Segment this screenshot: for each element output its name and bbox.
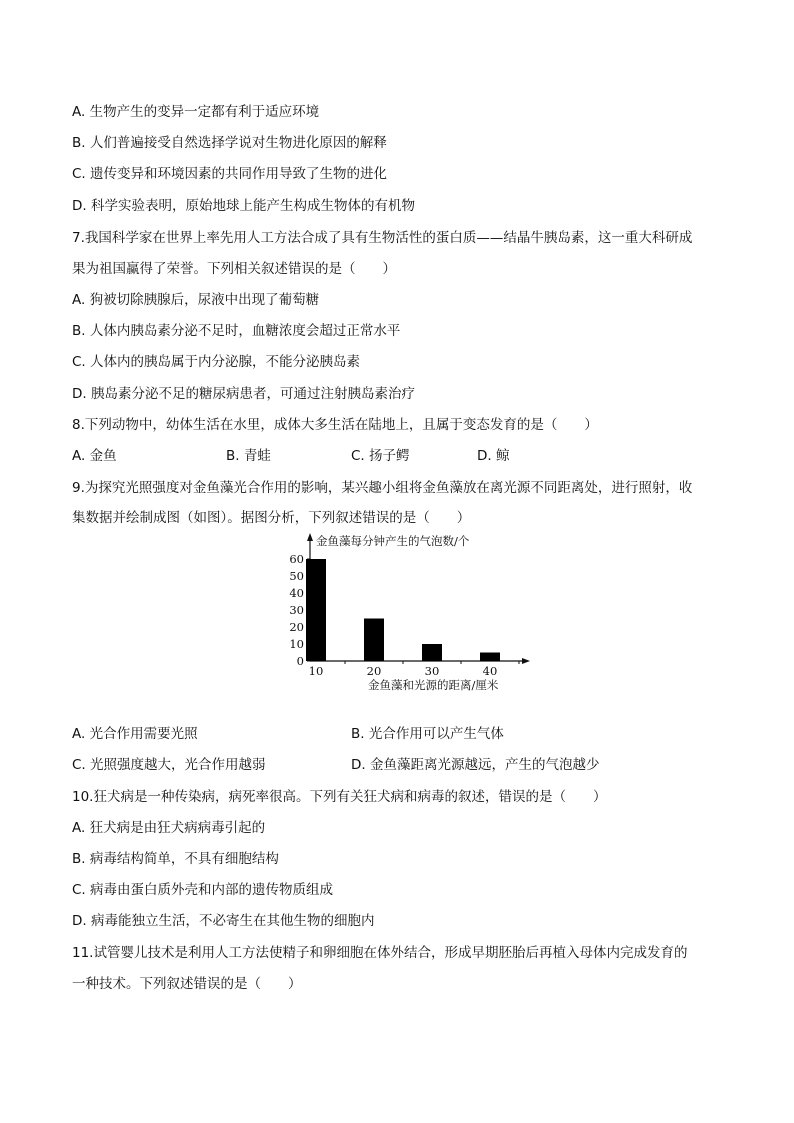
q8-option-c: C. 扬子鳄 (351, 448, 410, 464)
q9-option-d: D. 金鱼藻距离光源越远，产生的气泡越少 (351, 757, 600, 773)
y-tick-label: 50 (289, 569, 304, 583)
q7-stem-line2: 果为祖国赢得了荣誉。下列相关叙述错误的是（ ） (72, 261, 396, 277)
y-axis-arrow (307, 533, 313, 541)
x-tick-label: 10 (308, 664, 324, 678)
q10-option-c: C. 病毒由蛋白质外壳和内部的遗传物质组成 (72, 882, 334, 898)
q7-stem-line1: 7.我国科学家在世界上率先用人工方法合成了具有生物活性的蛋白质——结晶牛胰岛素，这一重大科研成 (72, 230, 693, 246)
bar (306, 559, 326, 661)
q10-option-a: A. 狂犬病是由狂犬病病毒引起的 (72, 820, 266, 836)
q7-option-b: B. 人体内胰岛素分泌不足时，血糖浓度会超过正常水平 (72, 323, 401, 339)
x-tick-label: 30 (424, 664, 440, 678)
y-tick-label: 60 (289, 552, 304, 566)
q6-option-a: A. 生物产生的变异一定都有利于适应环境 (72, 104, 320, 120)
q6-option-c: C. 遗传变异和环境因素的共同作用导致了生物的进化 (72, 166, 388, 182)
y-tick-label: 40 (289, 586, 304, 600)
x-axis-title: 金鱼藻和光源的距离/厘米 (368, 678, 499, 692)
q8-option-a: A. 金鱼 (72, 448, 117, 464)
q10-stem: 10.狂犬病是一种传染病，病死率很高。下列有关狂犬病和病毒的叙述，错误的是（ ） (72, 789, 607, 805)
y-tick-label: 30 (289, 603, 304, 617)
q9-stem-line1: 9.为探究光照强度对金鱼藻光合作用的影响，某兴趣小组将金鱼藻放在离光源不同距离处，进行照射，收 (72, 480, 693, 496)
q9-option-a: A. 光合作用需要光照 (72, 726, 198, 742)
q6-option-b: B. 人们普遍接受自然选择学说对生物进化原因的解释 (72, 135, 387, 151)
bubble-count-chart (280, 533, 530, 693)
q7-option-c: C. 人体内的胰岛属于内分泌腺，不能分泌胰岛素 (72, 354, 361, 370)
y-tick-label: 10 (289, 637, 304, 651)
q11-stem-line2: 一种技术。下列叙述错误的是（ ） (72, 976, 302, 992)
y-tick-label: 0 (296, 654, 304, 668)
bar (422, 644, 442, 661)
q9-option-b: B. 光合作用可以产生气体 (351, 726, 504, 742)
x-tick-label: 20 (366, 664, 382, 678)
y-tick-label: 20 (289, 620, 304, 634)
q8-option-d: D. 鲸 (477, 448, 510, 464)
q9-option-c: C. 光照强度越大，光合作用越弱 (72, 757, 266, 773)
q7-option-d: D. 胰岛素分泌不足的糖尿病患者，可通过注射胰岛素治疗 (72, 386, 415, 402)
x-axis-arrow (522, 658, 530, 664)
q7-option-a: A. 狗被切除胰腺后，尿液中出现了葡萄糖 (72, 292, 320, 308)
y-axis-title: 金鱼藻每分钟产生的气泡数/个 (316, 534, 470, 548)
q11-stem-line1: 11.试管婴儿技术是利用人工方法使精子和卵细胞在体外结合，形成早期胚胎后再植入母体内完成发育的 (72, 945, 688, 961)
q8-option-b: B. 青蛙 (226, 448, 271, 464)
bar (364, 619, 384, 662)
bar (480, 653, 500, 662)
q6-option-d: D. 科学实验表明，原始地球上能产生构成生物体的有机物 (72, 198, 415, 214)
chart-canvas (280, 533, 530, 693)
q9-stem-line2: 集数据并绘制成图（如图）。据图分析，下列叙述错误的是（ ） (72, 510, 471, 526)
q8-stem: 8.下列动物中，幼体生活在水里，成体大多生活在陆地上，且属于变态发育的是（ ） (72, 417, 598, 433)
q10-option-d: D. 病毒能独立生活，不必寄生在其他生物的细胞内 (72, 913, 375, 929)
q10-option-b: B. 病毒结构简单，不具有细胞结构 (72, 851, 279, 867)
x-tick-label: 40 (482, 664, 498, 678)
